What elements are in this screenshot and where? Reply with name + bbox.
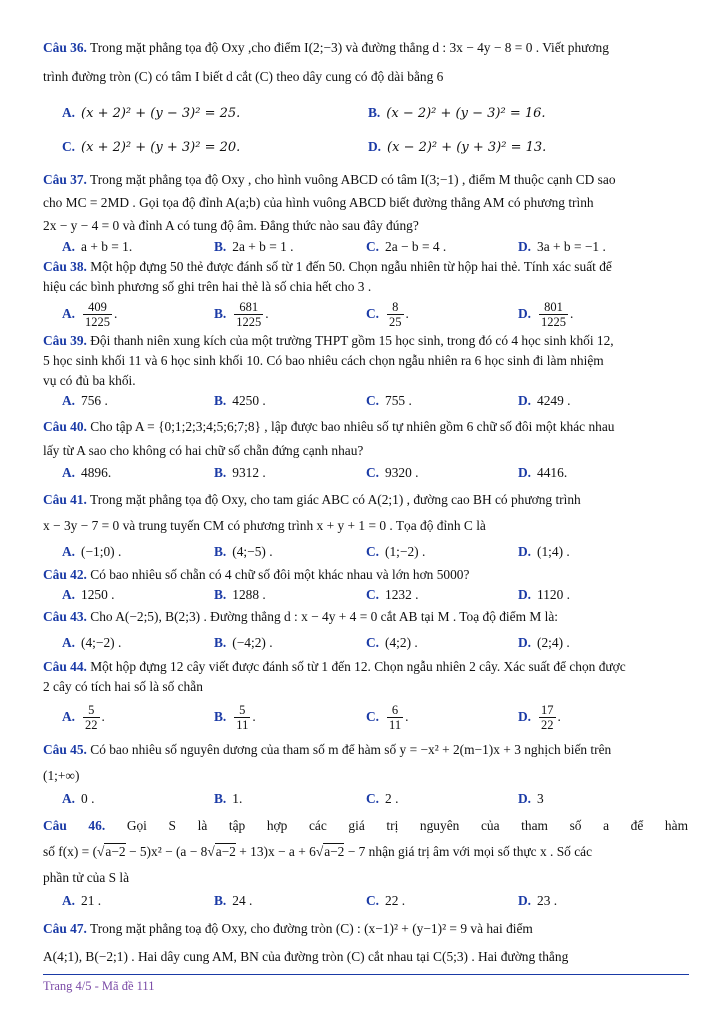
option-c[interactable]: C. 755 . [366, 393, 412, 408]
option-b[interactable]: B. 2a + b = 1 . [214, 239, 294, 254]
question-text: cho MC = 2MD . Gọi tọa độ đỉnh A(a;b) của hình vuông ABCD biết đường thẳng AM có phương trình [43, 195, 594, 210]
question-number: Câu 38. [43, 259, 87, 274]
option-c[interactable]: C. 22 . [366, 893, 406, 908]
question-text: lấy từ A sao cho không có hai chữ số chẵn đứng cạnh nhau? [43, 443, 364, 458]
fraction: $\frac{409}{1225}$ [85, 300, 111, 330]
question-text: Đội thanh niên xung kích của một trường THPT gồm 15 học sinh, trong đó có 4 học sinh khối 12, [90, 333, 614, 348]
option-a[interactable]: A. $\frac{5}{22}$ . [62, 703, 105, 733]
question-text: Một hộp đựng 12 cây viết được đánh số từ 1 đến 12. Chọn ngẫu nhiên 2 cây. Xác suất để chọn được [90, 659, 626, 674]
question-number: Câu 47. [43, 921, 87, 936]
option-d[interactable]: D. (1;4) . [518, 544, 570, 559]
option-a[interactable]: A. a + b = 1. [62, 239, 133, 254]
question-38 [43, 257, 688, 297]
option-b[interactable]: B. $\frac{5}{11}$ . [214, 703, 256, 733]
question-text: Trong mặt phẳng tọa độ Oxy , cho hình vuông ABCD có tâm I(3;−1) , điểm M thuộc cạnh CD sao [90, 172, 616, 187]
question-text: Có bao nhiêu số chẵn có 4 chữ số đôi một khác nhau và lớn hơn 5000? [90, 567, 470, 582]
question-number: Câu 46. [43, 818, 106, 833]
question-39 [43, 331, 688, 391]
question-41 [43, 487, 688, 539]
question-text: Có bao nhiêu số nguyên dương của tham số m để hàm số y = −x² + 2(m−1)x + 3 nghịch biến trên [90, 742, 612, 757]
exam-page [43, 38, 688, 971]
question-36 [43, 38, 688, 58]
page-footer: Trang 4/5 - Mã đề 111 [43, 979, 155, 993]
sqrt-icon: √ [97, 844, 105, 859]
fraction: $\frac{6}{11}$ [389, 703, 402, 733]
sqrt-radicand: a−2 [105, 844, 126, 859]
sqrt-icon: √ [315, 844, 324, 859]
question-number: Câu 36. [43, 40, 87, 55]
option-c[interactable]: C. $\frac{6}{11}$ . [366, 703, 409, 733]
fraction: $\frac{5}{22}$ [85, 703, 98, 733]
option-d[interactable]: D. 4249 . [518, 393, 571, 408]
question-number: Câu 39. [43, 333, 87, 348]
option-b[interactable]: B. (x − 2)² + (y − 3)² = 16. [368, 105, 546, 121]
option-d[interactable]: D. 4416. [518, 465, 568, 480]
answer-options-46 [43, 891, 688, 911]
fraction: $\frac{17}{22}$ [541, 703, 554, 733]
option-d[interactable]: D. 3a + b = −1 . [518, 239, 606, 254]
answer-options-43 [43, 629, 688, 657]
question-text: 2 cây có tích hai số là số chẵn [43, 679, 203, 694]
option-d[interactable]: D. 1120 . [518, 587, 571, 602]
sqrt-icon: √ [207, 844, 215, 859]
question-46 [43, 813, 688, 839]
question-text: Trong mặt phẳng tọa độ Oxy, cho tam giác ABC có A(2;1) , đường cao BH có phương trình [90, 492, 581, 507]
answer-options-37 [43, 237, 688, 257]
question-36-line2 [43, 67, 688, 87]
option-d[interactable]: D. (x − 2)² + (y + 3)² = 13. [368, 139, 547, 155]
option-a[interactable]: A. 756 . [62, 393, 108, 408]
option-b[interactable]: B. (4;−5) . [214, 544, 273, 559]
question-text: − 7 nhận giá trị âm với mọi số thực x . Số các [344, 844, 593, 859]
question-number: Câu 45. [43, 742, 87, 757]
option-b[interactable]: B. 4250 . [214, 393, 266, 408]
question-40 [43, 415, 688, 463]
question-text: Gọi S là tập hợp các giá trị nguyên của tham số a để hàm [126, 818, 688, 833]
option-b[interactable]: B. (−4;2) . [214, 635, 273, 650]
answer-options-45 [43, 789, 688, 809]
question-number: Câu 43. [43, 609, 87, 624]
question-text: x − 3y − 7 = 0 và trung tuyến CM có phương trình x + y + 1 = 0 . Tọa độ đỉnh C là [43, 518, 486, 533]
question-text: A(4;1), B(−2;1) . Hai dây cung AM, BN của đường tròn (C) cắt nhau tại C(5;3) . Hai đường thẳng [43, 949, 569, 964]
option-a[interactable]: A. $\frac{409}{1225}$ . [62, 300, 118, 330]
footer-divider [43, 974, 689, 975]
option-a[interactable]: A. 0 . [62, 791, 95, 806]
question-text: − 5)x² − (a − 8 [125, 844, 208, 859]
option-d[interactable]: D. 3 [518, 791, 544, 806]
question-43 [43, 605, 688, 629]
option-c[interactable]: C. 9320 . [366, 465, 419, 480]
option-b[interactable]: B. 1. [214, 791, 243, 806]
question-text: phần tử của S là [43, 870, 130, 885]
question-text: Trong mặt phẳng toạ độ Oxy, cho đường tròn (C) : (x−1)² + (y−1)² = 9 và hai điểm [90, 921, 533, 936]
option-a[interactable]: A. (4;−2) . [62, 635, 122, 650]
sqrt-radicand: a−2 [215, 844, 236, 859]
option-d[interactable]: D. $\frac{801}{1225}$ . [518, 300, 574, 330]
question-number: Câu 42. [43, 567, 87, 582]
answer-options-39 [43, 391, 688, 411]
fraction: $\frac{681}{1225}$ [236, 300, 262, 330]
option-c[interactable]: C. (1;−2) . [366, 544, 426, 559]
option-b[interactable]: B. 1288 . [214, 587, 266, 602]
question-42 [43, 565, 688, 585]
option-b[interactable]: B. $\frac{681}{1225}$ . [214, 300, 269, 330]
question-text: (1;+∞) [43, 768, 80, 783]
option-c[interactable]: C. (x + 2)² + (y + 3)² = 20. [62, 139, 241, 155]
sqrt-radicand: a−2 [324, 844, 345, 859]
option-d[interactable]: D. (2;4) . [518, 635, 570, 650]
option-c[interactable]: C. 2a − b = 4 . [366, 239, 447, 254]
option-c[interactable]: C. $\frac{8}{25}$ . [366, 300, 409, 330]
question-text: 2x − y − 4 = 0 và đỉnh A có tung độ âm. Đẳng thức nào sau đây đúng? [43, 218, 419, 233]
option-b[interactable]: B. 24 . [214, 893, 253, 908]
answer-options-36 [43, 96, 688, 164]
question-text: trình đường tròn (C) có tâm I biết d cắt (C) theo dây cung có độ dài bằng 6 [43, 69, 444, 84]
option-c[interactable]: C. 1232 . [366, 587, 419, 602]
answer-options-41 [43, 539, 688, 565]
question-text: hiệu các bình phương số ghi trên hai thẻ là số chia hết cho 3 . [43, 279, 372, 294]
question-number: Câu 37. [43, 172, 87, 187]
option-c[interactable]: C. 2 . [366, 791, 399, 806]
question-45 [43, 737, 688, 789]
question-44 [43, 657, 688, 697]
question-text: Cho tập A = {0;1;2;3;4;5;6;7;8} , lập được bao nhiêu số tự nhiên gồm 6 chữ số đôi một khác nhau [90, 419, 615, 434]
question-number: Câu 41. [43, 492, 87, 507]
question-text: Cho A(−2;5), B(2;3) . Đường thẳng d : x − 4y + 4 = 0 cắt AB tại M . Toạ độ điểm M là: [90, 609, 559, 624]
option-d[interactable]: D. $\frac{17}{22}$ . [518, 703, 561, 733]
option-c[interactable]: C. (4;2) . [366, 635, 418, 650]
option-a[interactable]: A. 21 . [62, 893, 102, 908]
question-47 [43, 915, 688, 971]
question-text: vụ có đủ ba khối. [43, 373, 136, 388]
fraction: $\frac{8}{25}$ [389, 300, 402, 330]
question-text: số f(x) = ( [43, 844, 98, 859]
answer-options-44 [43, 697, 688, 737]
question-text: + 13)x − a + 6 [235, 844, 316, 859]
question-text: 5 học sinh khối 11 và 6 học sinh khối 10. Có bao nhiêu cách chọn ngẫu nhiên ra 6 học sinh đi làm nhiệm [43, 353, 604, 368]
question-37 [43, 168, 688, 237]
question-number: Câu 40. [43, 419, 87, 434]
option-d[interactable]: D. 23 . [518, 893, 558, 908]
option-a[interactable]: A. 4896. [62, 465, 112, 480]
question-46-line2 [43, 839, 688, 891]
option-b[interactable]: B. 9312 . [214, 465, 266, 480]
answer-options-42 [43, 585, 688, 605]
question-text: Một hộp đựng 50 thẻ được đánh số từ 1 đến 50. Chọn ngẫu nhiên từ hộp hai thẻ. Tính xác suất để [90, 259, 612, 274]
answer-options-38 [43, 297, 688, 331]
question-number: Câu 44. [43, 659, 87, 674]
question-text: Trong mặt phẳng tọa độ Oxy ,cho điểm I(2;−3) và đường thẳng d : 3x − 4y − 8 = 0 . Viết phương [90, 40, 609, 55]
option-a[interactable]: A. 1250 . [62, 587, 115, 602]
option-a[interactable]: A. (x + 2)² + (y − 3)² = 25. [62, 105, 241, 121]
fraction: $\frac{5}{11}$ [236, 703, 249, 733]
option-a[interactable]: A. (−1;0) . [62, 544, 122, 559]
fraction: $\frac{801}{1225}$ [541, 300, 567, 330]
answer-options-40 [43, 463, 688, 483]
